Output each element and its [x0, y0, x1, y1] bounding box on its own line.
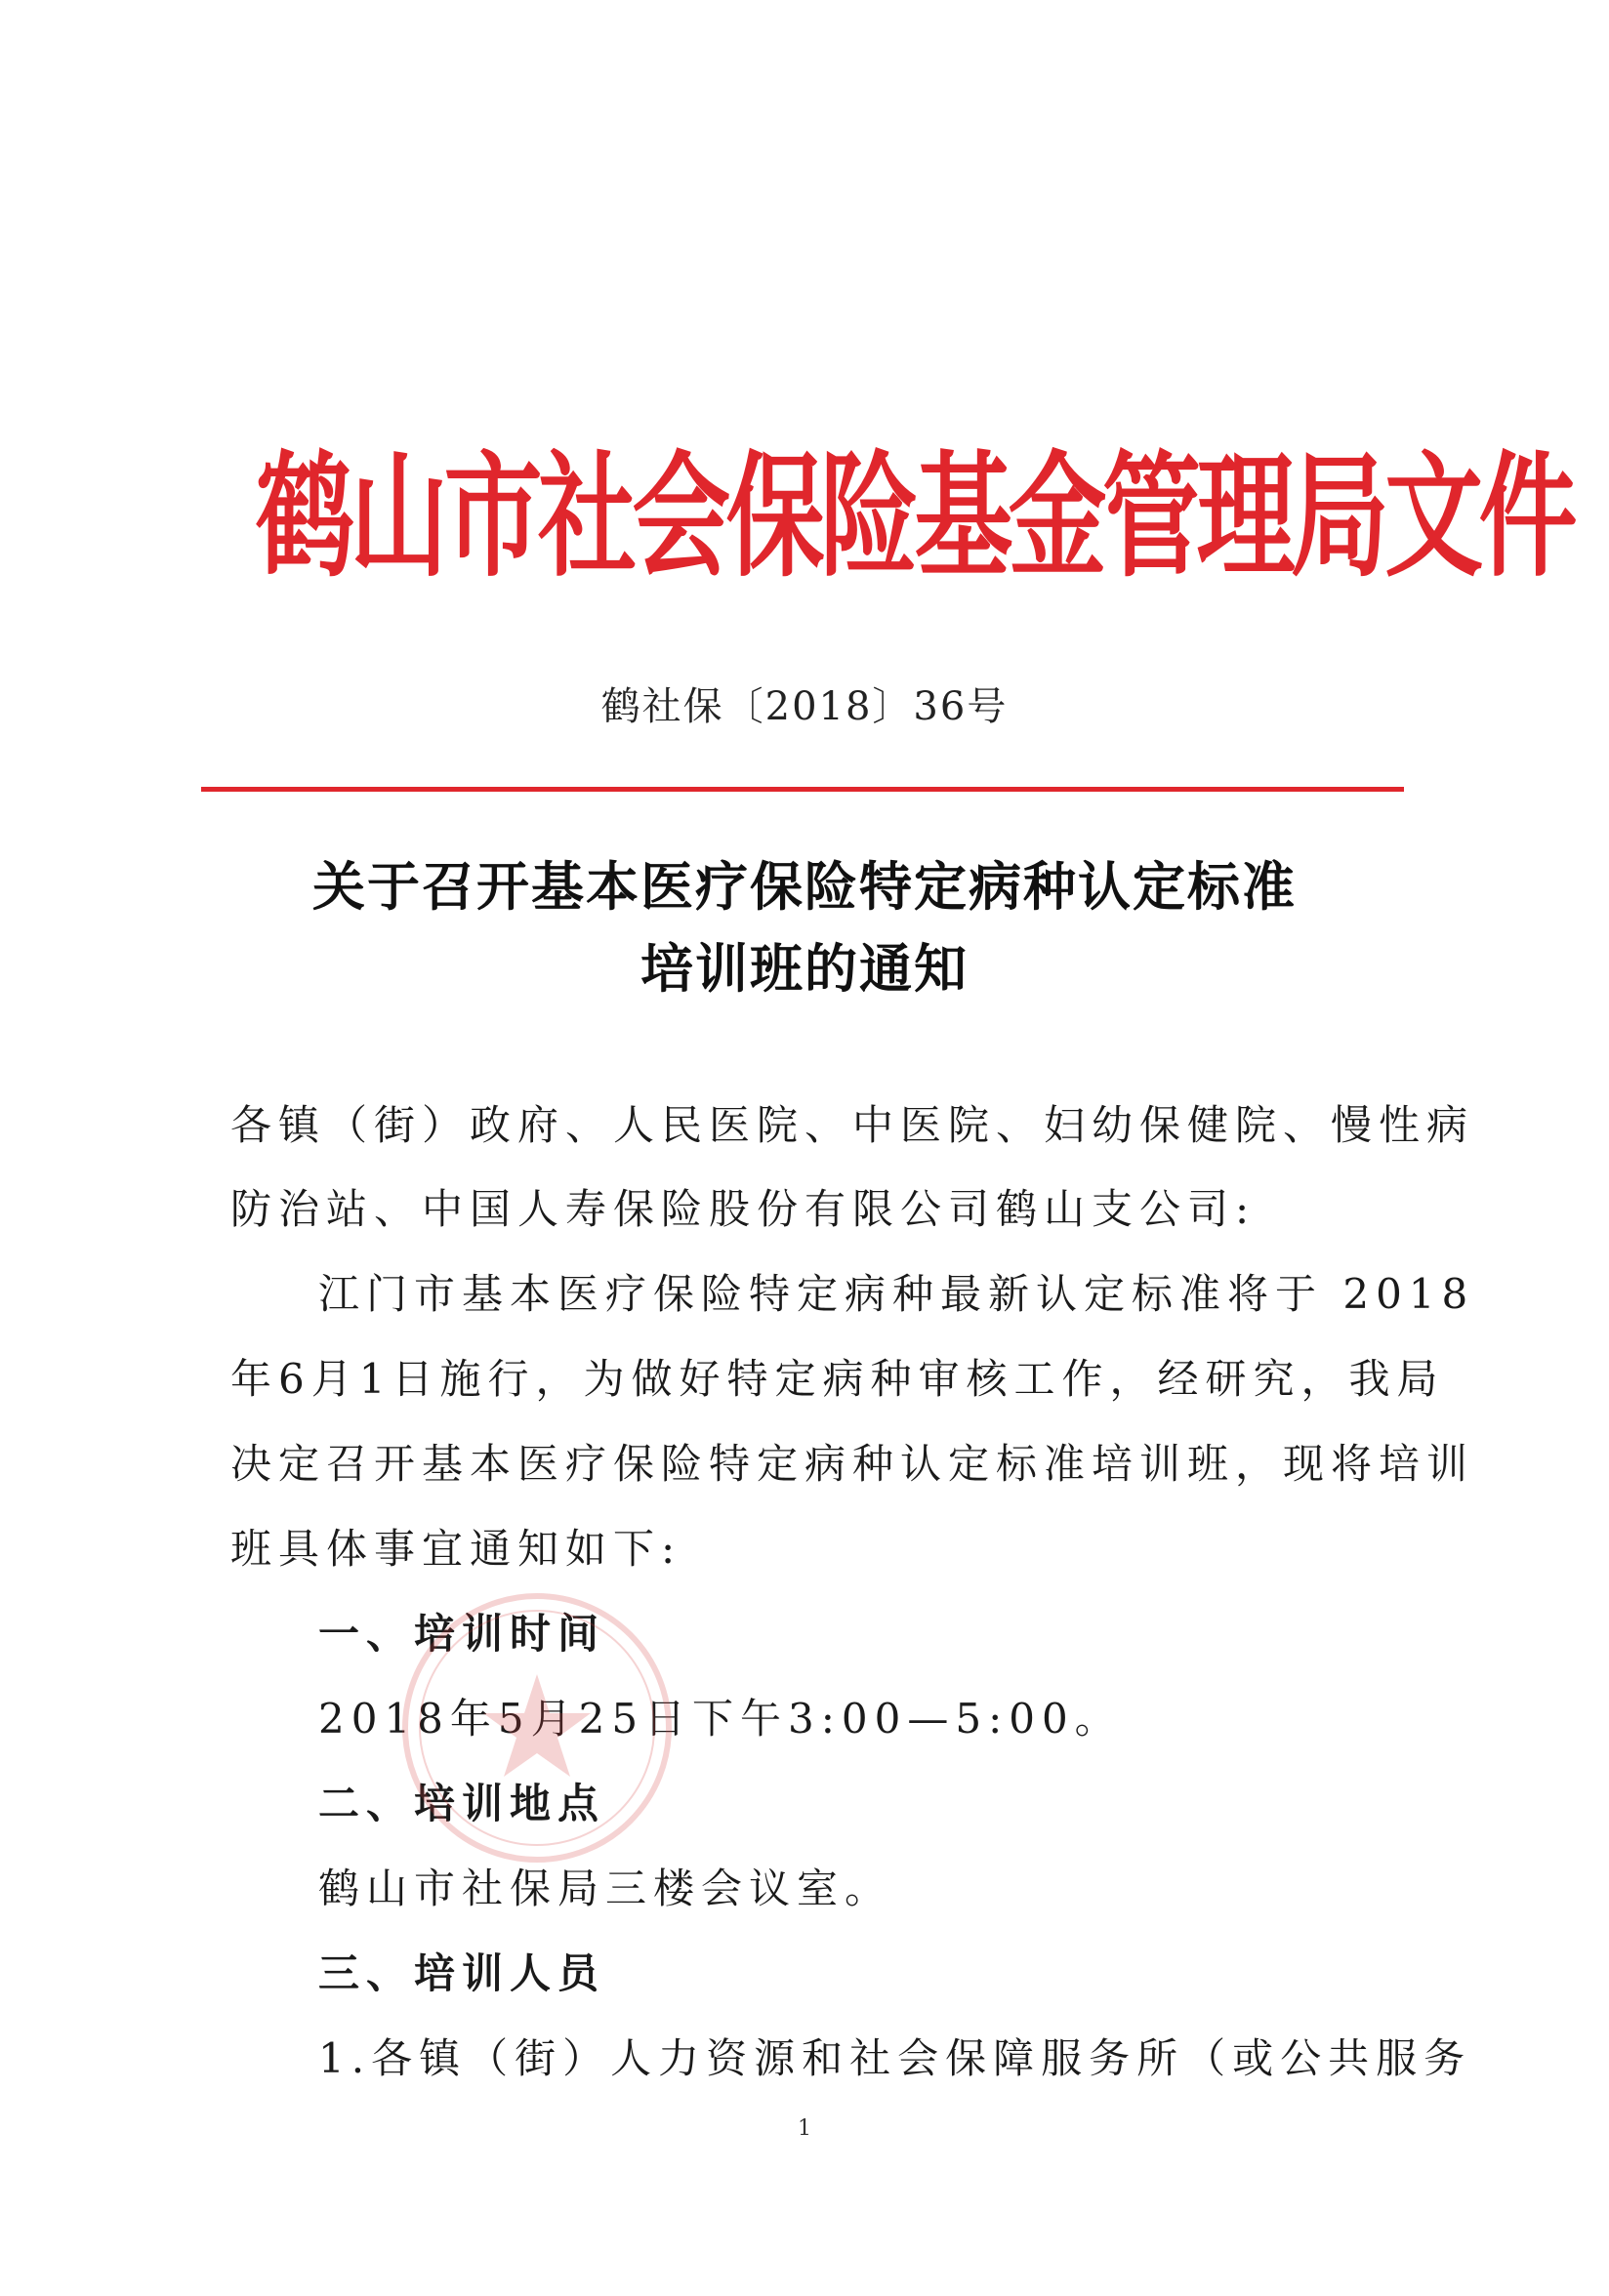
document-number: 鹤社保〔2018〕36号 — [600, 684, 1009, 729]
paragraph1-line2: 年6月1日施行，为做好特定病种审核工作，经研究，我局 — [230, 1355, 1445, 1403]
section1-text: 2018年5月25日下午3:00—5:00。 — [318, 1695, 1123, 1742]
notice-title-line1: 关于召开基本医疗保险特定病种认定标准 — [312, 855, 1297, 918]
section2-heading: 二、培训地点 — [318, 1780, 606, 1827]
agency-header-title: 鹤山市社会保险基金管理局文件 — [256, 438, 1574, 595]
paragraph1-line1: 江门市基本医疗保险特定病种最新认定标准将于 2018 — [318, 1270, 1475, 1318]
section3-heading: 三、培训人员 — [318, 1949, 606, 1997]
section2-text: 鹤山市社保局三楼会议室。 — [318, 1865, 893, 1912]
section1-heading: 一、培训时间 — [318, 1610, 606, 1658]
paragraph1-line4: 班具体事宜通知如下: — [230, 1525, 682, 1573]
notice-title-line2: 培训班的通知 — [640, 937, 969, 1000]
section3-item1: 1.各镇（街）人力资源和社会保障服务所（或公共服务 — [318, 2034, 1472, 2082]
page-number: 1 — [798, 2116, 811, 2141]
paragraph1-line3: 决定召开基本医疗保险特定病种认定标准培训班，现将培训 — [230, 1440, 1475, 1488]
red-divider-line — [201, 787, 1404, 792]
recipients-line1: 各镇（街）政府、人民医院、中医院、妇幼保健院、慢性病 — [230, 1101, 1475, 1149]
recipients-line2: 防治站、中国人寿保险股份有限公司鹤山支公司: — [230, 1185, 1257, 1233]
